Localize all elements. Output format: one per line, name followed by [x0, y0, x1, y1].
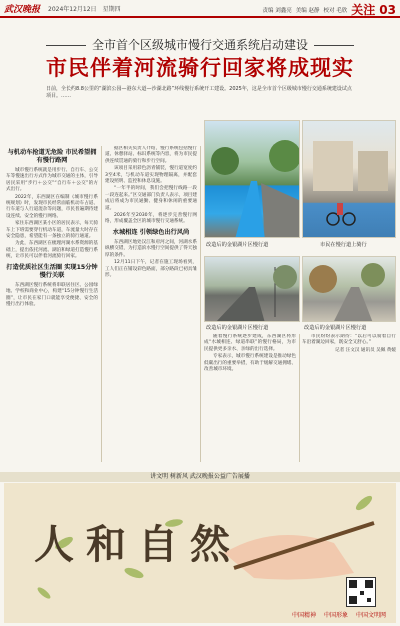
photo-blue-bike-lane [204, 120, 300, 238]
article-column-4 [302, 334, 396, 462]
paragraph: 为此，东西湖区在梳理河湖水系资源的基础上，提出依托河流、湖泊和绿道打造慢行系统，让市民可以伴着河流骑行回家。 [6, 241, 98, 260]
public-service-ad [4, 483, 396, 623]
newspaper-logo: 武汉晚报 [4, 4, 41, 15]
paragraph: 家住东西湖区某小区的居民表示，每天骑车上下班需要穿行机动车道，车流量大时存在安全隐患，希望能有一条独立的骑行通道。 [6, 221, 98, 240]
page-number: 03 [379, 2, 396, 17]
paragraph: 2026年至2030年，将逐步完善慢行网络，形成覆盖全区的城市慢行交通系统。 [105, 213, 197, 225]
article-column-1 [6, 146, 98, 462]
paragraph: 该项目采用彩色沥青铺装，慢行道宽度约3至4米，与机动车道实现物理隔离，并配套建设照明、监控和休息设施。 [105, 166, 197, 185]
ad-footer-item: 中国精神 [291, 612, 316, 619]
designer-credit: 美编 赵静 [295, 7, 320, 14]
photo-caption: 改造后的金银湖片区慢行道 [304, 325, 367, 331]
ad-char: 人 [34, 521, 74, 568]
photo-after-path [302, 256, 396, 322]
ad-char: 然 [190, 521, 230, 568]
proofreader-credit: 校对 毛欣 [323, 7, 348, 14]
ad-footer-item: 中国形象 [323, 612, 348, 619]
qr-pattern [347, 578, 375, 606]
kicker-headline: 全市首个区级城市慢行交通系统启动建设 [0, 36, 400, 53]
lede-paragraph: 日前，全长约8.8公里的“湖滨公园—港东大道—沙湖北路”环线慢行系统开工建设。2025年，这是全市首个区级城市慢行交通系统建设试点项目。…… [46, 86, 352, 100]
paragraph: 城市慢行系统就是用步行、自行车、公交车等慢速出行方式作为城市交通的主体，引导居民采用“步行＋公交”“自行车＋公交”的方式出行。 [6, 168, 98, 193]
column-divider [101, 146, 102, 462]
subheading: 水城相连 引领绿色出行风尚 [112, 228, 190, 236]
path-illustration [205, 257, 300, 322]
paragraph: 据区相关负责人介绍，慢行系统包括慢行道、休憩驿站、标识系统等内容，将为市民提供连续贯通的骑行和步行空间。 [105, 146, 197, 164]
paragraph: 东西湖区地处汉江和府河之间，河湖水系纵横交错，为打造滨水慢行空间提供了得天独厚的条件。 [105, 239, 197, 258]
editor-credit: 责编 刘鑫亮 [262, 7, 292, 14]
photo-before-path [204, 256, 300, 322]
ad-footer-item: 中国文明网 [355, 612, 386, 619]
issue-date: 2024年12月12日 [48, 5, 97, 13]
photo-caption: 市民在慢行道上骑行 [320, 242, 367, 248]
qr-code-icon [346, 577, 376, 607]
photo-riding-cyclists [302, 120, 396, 238]
main-headline: 市民伴着河流骑行回家将成现实 [46, 56, 354, 80]
paragraph: 2022年，东西湖区在编制《城市慢行系统规划》时，发现市民经常面临机动车占道、行车道与人行道混杂等问题，市民普遍期待建设连续、安全的慢行网络。 [6, 194, 98, 219]
subheading: 与机动车抢道无危险 市民希望拥有慢行路网 [7, 149, 97, 164]
ad-char: 和 [86, 521, 126, 568]
photo-caption: 改造后的金银湖片区慢行道 [206, 242, 269, 248]
paragraph: 专家表示，城市慢行系统建设是推动绿色低碳出行的重要举措，有助于缓解交通拥堵、改善城市环境。 [204, 354, 296, 373]
ad-banner-title: 讲文明 树新风 武汉晚报公益广告展播 [0, 472, 400, 482]
paragraph: 市民纷纷表示期待：“以后可以骑着自行车沿着湖边回家，既安全又舒心。” [302, 334, 396, 346]
cyclists-illustration [303, 121, 396, 238]
paragraph: 东西湖区慢行系统将串联居住区、公园绿地、学校和商业中心，构建“15分钟慢行生活圈”，让市民在家门口就能享受便捷、安全的慢行出行体验。 [6, 282, 98, 307]
tree-path-illustration [303, 257, 396, 322]
column-divider [299, 334, 300, 462]
ad-char: 自 [138, 521, 178, 568]
subheading: 打造优质社区生活圈 实现15分钟慢行关联 [6, 263, 98, 279]
photo-caption: 改造后的金银湖片区慢行道 [206, 325, 269, 331]
weekday: 星期四 [102, 5, 121, 13]
article-column-2 [105, 146, 197, 462]
section-name: 关注 [351, 3, 376, 17]
paragraph: 12月11日下午，记者在施工现场看到，工人们正在铺设彩色路面，部分路段已初具雏形。 [105, 260, 197, 278]
ad-footer [292, 610, 386, 619]
byline: 记者 汪文汉 通讯员 吴佩 黄媛 [335, 347, 396, 353]
article-column-3 [204, 334, 296, 462]
bike-lane-illustration [205, 121, 300, 238]
masthead [0, 0, 400, 18]
column-divider [200, 146, 201, 462]
paragraph: “一年半的时间，我们会把慢行线路一段一段连起来。”区交通部门负责人表示，项目建成后将成为市民通勤、健身和休闲的重要通道。 [105, 186, 197, 211]
ad-headline [34, 513, 230, 570]
paragraph: 随着慢行系统逐步建成，东西湖区将形成“水城相连、绿道串联”的慢行格局，为市民提供更多亲水、亲绿的出行选择。 [204, 334, 296, 352]
